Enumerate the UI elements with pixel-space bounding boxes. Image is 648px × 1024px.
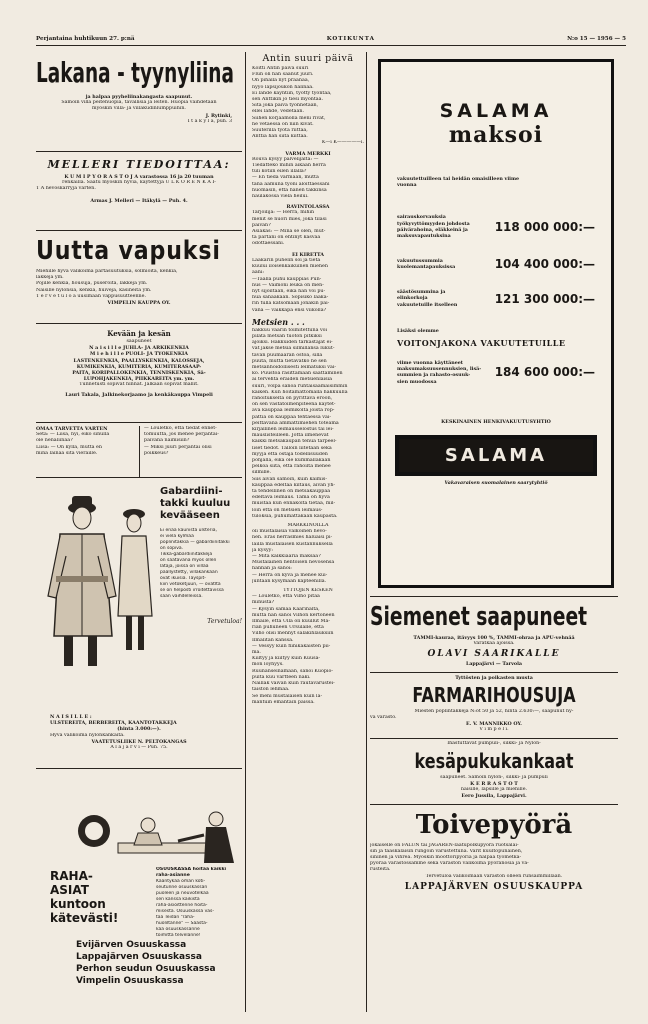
ad-gabardiini-welcome: Tervetuloa! xyxy=(207,618,242,625)
metsien-line-29: muistaa kun ennakolta tietää, mil- xyxy=(252,501,336,507)
ad-gabardiini-line-5: Tikka-gabardiinitakkeja xyxy=(160,552,213,557)
ad-farmari xyxy=(370,673,618,734)
ad-salama-subtitle: maksoi xyxy=(448,122,544,148)
ad-vapuksi-line-4: Naisille nylonsia, kenkiä, huiveja, käsineitä ym. xyxy=(36,287,152,293)
ad-raha-title-1: RAHA- xyxy=(50,869,93,883)
joke-section-3-line-9: vänä — vaikkapa ensi viikolla? xyxy=(252,307,327,313)
markkinoilla-line-4: ja kysyy: xyxy=(252,547,273,553)
ad-gabardiini-line-11: se on helposti irroitettavissa xyxy=(160,588,224,593)
poem-line-4: nyyö lapsijoukon hälinää. xyxy=(252,84,314,90)
metsien-line-31: tuloksia, puhumattakaan kaupasta. xyxy=(252,513,338,519)
ad-salama-row-3-text-2: elinkorkoja xyxy=(397,295,428,302)
ad-gabardiini-title-2: takki kuuluu xyxy=(160,498,231,509)
joke-louletko xyxy=(140,426,242,477)
tyttojen-line-4: mutta hän sanoi Vilhon kertoneen xyxy=(252,612,335,618)
tyttojen-line-12: mon löyhyys. xyxy=(252,662,284,668)
ad-salama-row-4-text-4: sien muodossa xyxy=(397,378,437,385)
ad-salama-row-3-amount: 121 300 000:— xyxy=(494,291,595,306)
ad-kesapuku-sign: Eero Jussila, Lappajärvi. xyxy=(461,793,527,800)
joke-omaa-line-3: Liisa: — On kyllä, mutta en xyxy=(36,444,102,450)
joke-section-title-1: VARMA MERKKI xyxy=(285,150,331,157)
ad-gabardiini-line-7: lataja, joissa on villaa xyxy=(160,564,209,569)
ad-lakana-line-1: ja halpaa pyyheliinakangasta saapunut. xyxy=(85,94,193,100)
ad-gabardiini-line-3: poplinitakkia — gabardiinitakki xyxy=(160,540,230,545)
metsien-line-3: ajoiksi. Hakkuiden tarkastajat ei- xyxy=(252,340,333,346)
metsien-line-10: suuri, volpa sanoa ruhtaisaamaisimmin xyxy=(252,383,348,389)
metsien-line-14: ävä kauppaa leimikolta joista rop- xyxy=(252,408,335,414)
ad-toivepyora-line-4: pyörää varastossamme sekä varaston valikoima pyöränosia ja va- xyxy=(370,861,529,867)
joke-section-3-line-7: hua sanaakaan. Sopisiko lääkä- xyxy=(252,295,329,301)
ad-gabardiini-note: Hyvä valikoima nylonkankaita. xyxy=(50,732,125,738)
ad-lakana-sign: J. Rytinki, xyxy=(205,112,232,119)
tyttojen-line-5: Ilmaile, että Ulla oli kuullut Ma- xyxy=(252,619,330,625)
ad-salama-logo: SALAMA xyxy=(395,435,597,476)
joke-section-2-line-4: Asiakas: — Minä se olen, mut- xyxy=(252,229,326,235)
ad-gabardiini-line-12: sään vaihdelleissa. xyxy=(160,594,203,599)
joke-section-2-line-3: päivän? xyxy=(252,222,271,228)
tyttojen-body xyxy=(252,594,364,706)
joke-section-2-line-5: ta partani on ehtinyt kasvaa xyxy=(252,235,321,241)
ad-siemenet-title: Siemenet saapuneet xyxy=(370,602,588,632)
ad-melleri-line-1: K U M I P Y O R A S T O J A varastossa 16 ja 20 tuuman xyxy=(64,174,214,180)
ad-gabardiini-naisille: N A I S I L L E : xyxy=(50,714,92,720)
ad-salama-row-3-text-3: vakuutetuille itselleen xyxy=(397,301,458,308)
ad-gabardiini-goods: ULSTEREITA, BERBEREITA, KAANTOTAKKEJA xyxy=(50,720,177,727)
ad-farmari-line-1: Miesten poplintakkeja N:ot 50 ja 52, hinta 2.630:—, saapunut hy- xyxy=(414,708,574,714)
joke-section-1-line-6: huomasin, että hänen takkinsa xyxy=(252,187,327,193)
metsien-line-25: Siis aivan samoin, kuin kaimis- xyxy=(252,476,327,482)
ad-lakana xyxy=(36,52,242,147)
ad-raha-bank-1: Evijärven Osuuskassa xyxy=(76,940,187,950)
joke-louletko-line-1: — Louletko, että tiedät ennet- xyxy=(144,426,217,431)
markkinoilla-line-5: — Mitä kalkkiaaria maksaa? xyxy=(252,554,321,560)
header-date: Perjantaina huhtikuun 27. p:nä xyxy=(36,35,135,42)
ad-gabardiini xyxy=(36,478,242,768)
ad-kevaan-line-5: KUMIKENKIÄ, KUMITERIA, KUMITERASAAP- xyxy=(76,363,202,370)
metsien-line-13: on sen vastatoimenpiteenä käytet- xyxy=(252,402,336,408)
left-column xyxy=(36,52,242,1017)
ad-salama-tagline: Vakavaraisen suomalainen saarytyhtiö xyxy=(444,480,548,487)
ad-kevaan-sign: Lauri Takala, Jalkinekorjaamo ja kenkäkauppa Vimpeli xyxy=(65,391,213,398)
poem-line-9: Siihen korjaamolla meni rivat, xyxy=(252,115,326,121)
ad-toivepyora-line-2: sin ja taaskalaisin rungoin varustettuna. Värit kuultopunainen, xyxy=(370,848,523,854)
ad-kevaan-line-7: LUPOHJAKENKIÄ, PIIKKAREITA ym. ym. xyxy=(83,376,195,383)
joke-omaa xyxy=(36,426,140,477)
ad-salama-row-1-text-4: maksuvapautuksina xyxy=(397,233,451,240)
ad-gabardiini-line-8: päällystetty, villakankaan xyxy=(160,570,218,575)
poem-sign: K—i K—————i. xyxy=(321,140,364,146)
joke-section-3-line-8: rin tulla katsomaan jonakin päi- xyxy=(252,301,330,307)
ad-salama-title: SALAMA xyxy=(439,100,553,122)
metsien-line-20: liset tiedot. Tällöin liitetään sekä xyxy=(252,445,332,451)
tyttojen-line-7: Vilho olisi mennyt salakihlauksiin xyxy=(252,631,334,637)
ad-salama-row-3-text-1: säästösummina ja xyxy=(397,289,446,296)
tyttojen-title: TYTTÖJEN KESKEN xyxy=(283,588,333,594)
ad-raha-bank-4: Vimpelin Osuuskassa xyxy=(76,976,184,986)
ad-raha-box-line-6: misesta. Osuuskassa vas- xyxy=(156,909,214,914)
right-column-ads xyxy=(370,596,618,1016)
ad-salama-mid-intro: Lisäksi olemme xyxy=(397,327,439,334)
ad-salama-row-1-text-1: sairauskorvauksia xyxy=(397,214,446,221)
metsien-line-16: peittävänä ammattimiehen toteama xyxy=(252,420,339,426)
joke-section-3-line-4: —Täällä puhu kauppias Pun- xyxy=(252,276,322,282)
ad-kesapuku-title: kesäpukukankaat xyxy=(414,748,574,773)
ad-salama-row-2 xyxy=(397,257,595,271)
metsien-line-19: kaikki metsäkaupan tenua tarpeel- xyxy=(252,439,337,445)
ad-kesapuku-intro: Ihastuttavat pumpuli-, silkki- ja Nylon- xyxy=(447,740,541,746)
ad-kesapuku xyxy=(370,739,618,800)
ad-toivepyora xyxy=(370,805,618,894)
ad-gabardiini-text xyxy=(160,486,242,625)
tyttojen-line-3: — Kysyin samaa Kaarinalta, xyxy=(252,606,320,612)
ad-farmari-title: FARMARIHOUSUJA xyxy=(412,682,576,707)
tyttojen-line-8: Ilmalitan kanssa. xyxy=(252,637,294,643)
ad-salama-row-1-amount: 118 000 000:— xyxy=(494,219,595,234)
tyttojen-line-18: mantuin emäntäin päissä. xyxy=(252,699,315,705)
ad-gabardiini-bottom xyxy=(36,714,242,751)
markkinoilla-title: MARKKINOILLA xyxy=(287,523,329,529)
joke-section-3-line-5: nus — Vaimoni leuka on men- xyxy=(252,282,324,288)
ad-toivepyora-line-3: sininen ja vihreä. Myöskin moottoripyöriä ja halpaa työmetka- xyxy=(370,855,522,861)
metsien-line-15: pattia on kauppaa tehtäessä vai- xyxy=(252,414,331,420)
metsien-line-28: edeltävä leimaus. Tämä on hyvä xyxy=(252,495,330,501)
ad-vapuksi-line-3: Pojille kenkiä, housuja, puseroita, lakkeja ym. xyxy=(36,281,148,287)
ad-gabardiini-line-9: ovat ikuisia. Täyspit- xyxy=(160,576,206,581)
ad-siemenet-shop: OLAVI SAARIKALLE xyxy=(427,649,561,660)
tyttojen-line-1: — Louletko, että Vilho pitää xyxy=(252,594,320,600)
ad-raha-box-line-1: Kääntykää oman koti- xyxy=(156,879,206,884)
ad-lakana-title: Lakana - tyynyliina xyxy=(36,56,234,89)
ad-siemenet xyxy=(370,597,618,668)
ad-melleri-line-3: T A hevoskärryjä varten. xyxy=(36,186,96,192)
ad-melleri-line-2: renkailla. Saatu myöskin hyviä, käytettyjä U L K O R E N K A I- xyxy=(62,180,216,186)
markkinoilla-body xyxy=(252,529,364,585)
tyttojen-line-2: minusta? xyxy=(252,600,275,606)
header-issue: N:o 15 — 1956 — 5 xyxy=(567,35,626,42)
ad-gabardiini-shop: VAATETUSLIIKE N. PELTOKANGAS xyxy=(91,738,187,745)
tyttojen-line-10: mä. xyxy=(252,650,261,656)
joke-section-1-line-2: Tiedättekö mihin aikaan herra xyxy=(252,163,326,169)
markkinoilla-line-2: nen. Eräs herrasmies haluaisi pi- xyxy=(252,535,333,541)
ad-farmari-shop: E. V. MANNIKKO OY. xyxy=(466,721,522,728)
poem-title: Antin suuri päivä xyxy=(262,53,354,64)
ad-melleri-title: MELLERI TIEDOITTAA: xyxy=(47,158,231,171)
joke-section-2-line-1: Tarjoilija: — Herra, mihin xyxy=(252,210,315,216)
ad-raha-bank-3: Perhon seudun Osuuskassa xyxy=(76,964,216,974)
joke-section-1-line-7: naulakossa vielä heilui. xyxy=(252,194,309,200)
ad-kesapuku-line-3: naisille, lapsille ja miehille. xyxy=(460,787,528,793)
column-divider-right xyxy=(366,52,367,1012)
ad-kevaan-line-8: Tunnetusti sopivat hinnat. Jalkaan sopivat mallit. xyxy=(79,382,199,388)
joke-section-3-line-2: kuului iloisenkaikuinen miehen xyxy=(252,264,328,270)
ad-salama-row-1-text-2: työkyvyttömyyden johdosta xyxy=(397,220,470,227)
metsien-line-18: mauslisteilleen. Jotta ilmenevät xyxy=(252,433,329,439)
poem-line-8: ellei lähde, vedetään. xyxy=(252,109,304,115)
tyttojen-line-14: pulta kuu vartteen näki. xyxy=(252,674,311,680)
ad-raha-box-line-8: huoliltanne" — Säästä- xyxy=(156,921,208,926)
ad-kevaan-line-3: M i e h i l l e PUOLI- JA TYÖKENKIÄ xyxy=(90,351,188,358)
ad-vapuksi-title: Uutta vapuksi xyxy=(36,236,221,266)
ad-raha-box xyxy=(156,867,240,939)
jokes-row xyxy=(36,423,242,477)
ad-kevaan-line-2: N a i s i l l e JUHLA- JA ARKIKENKIÄ xyxy=(89,345,189,352)
metsien-line-2: pilata metsän tuoton pitkiksi xyxy=(252,333,322,339)
metsien-line-5: tavan puumäärän ostoa, sillä xyxy=(252,352,323,358)
ad-melleri xyxy=(36,152,242,230)
column-divider-left xyxy=(245,52,246,1012)
ad-kesapuku-line-2: K E R R A S T O T xyxy=(470,781,518,788)
markkinoilla-line-6: Mustalainen hentoisen hevosensa xyxy=(252,560,335,566)
ad-vapuksi-shop: VIMPELIN KAUPPA OY. xyxy=(107,300,171,307)
page-header xyxy=(36,32,626,46)
poem-line-1: Koitti Antin päivä suuri xyxy=(252,66,309,71)
ad-salama-row-4-text-2: maksumaksuusennuksien, lisä- xyxy=(397,366,482,373)
joke-section-1-line-3: tuli kotiin eilen illalla? xyxy=(252,169,307,175)
joke-omaa-title: OMAA TARVETTA VARTEN xyxy=(36,426,108,432)
ad-salama-row-4-text-3: summien ja rahasto-osuuk- xyxy=(397,372,471,379)
ad-salama-row-1 xyxy=(397,214,595,239)
ad-raha-box-line-7: taa Teidän "raha- xyxy=(156,915,195,920)
ad-kevaan-line-1: saapuneet xyxy=(126,339,152,344)
tyttojen-line-15: Näilläk vaivan kuin rautavarustei- xyxy=(252,681,335,687)
joke-section-3-line-3: ääni: xyxy=(252,270,264,276)
metsien-line-9: ai tervehtä eräiden metsienlaisia xyxy=(252,377,333,383)
joke-section-title-2: RAVINTOLASSA xyxy=(286,204,330,211)
joke-sections xyxy=(252,151,364,314)
ad-salama-row-4-text-1: viime vuonna käyttäneet xyxy=(397,360,464,367)
ad-kevaan-line-6: PAITA, KORIPALLOKENKIÄ, TENNISKENKIÄ, Sä- xyxy=(72,370,206,377)
metsien-line-26: kauppaa edeltää kiltaus, aivan yh- xyxy=(252,482,336,488)
man-in-coat-illustration xyxy=(42,486,160,686)
ad-farmari-intro: Tyttösten ja poikasten musta xyxy=(455,674,533,681)
metsien-line-12: rahoitukselta on pyrittävä eroon, xyxy=(252,395,333,401)
bank-clerk-illustration xyxy=(66,809,242,869)
metsien-body xyxy=(252,328,364,520)
metsien-line-11: kaiken. Kun hoitamattomalla hakkuulla xyxy=(252,389,348,395)
tyttojen-line-6: rian puhuneen Ursulalle, että xyxy=(252,625,324,631)
ad-gabardiini-place: A l a j ä r v i — Puh. 75. xyxy=(110,745,168,751)
metsien-line-4: vät jäkse metsiä silmillänsä lukut- xyxy=(252,346,335,352)
ad-raha-box-line-2: seutunne osuuskassan xyxy=(156,885,208,890)
metsien-line-21: myyjä että ostaja todellisuuden xyxy=(252,451,328,457)
metsien-line-1: hakkuu väärin toimitettuna voi xyxy=(252,327,328,333)
ad-salama-row-1-text-3: päivärahoina, eläkkeinä ja xyxy=(397,226,468,233)
ad-salama-row-4 xyxy=(397,360,595,385)
metsien-line-8: ko. Puustoa rasittamaan saattaminen xyxy=(252,371,343,377)
metsien-line-27: tä tehdellinen on metsäkauppaa xyxy=(252,489,331,494)
tyttojen-line-17: Se meni mustalaisen kuin lä- xyxy=(252,693,323,699)
ad-gabardiini-line-10: kiin vetoketjuun, — ovatlta xyxy=(160,582,221,587)
ad-lakana-place: I t ä k y l ä, puh. 3 xyxy=(187,118,232,124)
ad-raha-banks xyxy=(76,939,236,987)
markkinoilla-line-3: lailla mustalaisen kustannuksella xyxy=(252,541,333,547)
tyttojen-line-11: Kiiltyy ja kiiltyy kuin Kuusa- xyxy=(252,656,321,662)
ad-salama-intro-2: vuonna xyxy=(397,182,417,189)
ad-salama-row-4-amount: 184 600 000:— xyxy=(494,365,595,380)
metsien-line-6: puuta, mutta tietävätkö he sen xyxy=(252,358,327,364)
poem-line-12: Anttia hän siitä kiittää. xyxy=(252,134,308,140)
ad-lakana-line-2: Samoin villa peitehuopia, tavallisia ja leiten. Huopia vaihdetaan xyxy=(61,100,217,106)
ad-toivepyora-line-6: Tervetuloa valikoimaan varaston olleen runsaimmillaan. xyxy=(425,873,563,879)
joke-louletko-line-4: — Miksi juuri perjantai olisi xyxy=(144,444,212,450)
header-paper-name: KOTIKUNTA xyxy=(326,35,375,42)
metsien-line-17: kirjallinen leimausselostus tai lei- xyxy=(252,426,334,432)
poem-line-3: On pihalla nyt präänää, xyxy=(252,78,310,84)
ad-kevaan-title: Kevään ja kesän xyxy=(107,329,171,338)
ad-raha-box-line-10: toimitta telvelanne! xyxy=(156,933,201,938)
ad-raha-box-title: OSUUSKASSA hoitaa kaikki raha-asianne xyxy=(156,867,227,878)
ad-gabardiini-line-4: on sopiva. xyxy=(160,546,184,551)
ad-raha-bank-2: Lappajärven Osuuskassa xyxy=(76,952,202,962)
ad-melleri-sign: Armas J. Melleri — Itäkylä — Puh. 4. xyxy=(90,197,188,204)
joke-louletko-line-3: päivänä naimisiin? xyxy=(144,438,190,444)
joke-louletko-line-5: poikkeus? xyxy=(144,450,169,456)
tyttojen-line-16: taiston lehmää. xyxy=(252,687,290,693)
poem-line-5: Ei lähde käyntiin, työtty työntää, xyxy=(252,90,332,96)
ad-raha-title-4: kätevästi! xyxy=(50,911,119,925)
ad-toivepyora-title: Toivepyörä xyxy=(415,809,573,840)
ad-salama-row-3 xyxy=(397,289,595,308)
middle-column xyxy=(252,52,364,1017)
ad-kevaan-line-4: LASTENKENKIÄ, PAALLYSKENKIÄ, KALOSSEJA, xyxy=(73,357,205,364)
ad-farmari-place: V i m p e l i. xyxy=(479,727,509,733)
metsien-line-30: loin että on metsien leimaus- xyxy=(252,507,323,513)
joke-omaa-line-2: ole nenäliinaa? xyxy=(36,438,73,444)
metsien-line-23: pelkoa siitä, että rahoilta menee xyxy=(252,464,331,470)
ad-farmari-line-2: vä varasto. xyxy=(370,715,397,721)
ad-vapuksi xyxy=(36,231,242,323)
tyttojen-line-9: — Vessyy kuin fiinikakaisten pii- xyxy=(252,643,331,649)
ad-kesapuku-line-1: saapuneet. Samoin nylon-, silkki- ja pumpuli xyxy=(440,774,548,780)
metsien-title: Metsien . . . xyxy=(252,316,305,327)
joke-section-3-line-6: nyt sijoiltaan, eikä hän voi pu- xyxy=(252,288,326,294)
markkinoilla-line-8: — Herra on kyvä ja menee kui- xyxy=(252,572,328,578)
joke-section-3-line-1: Lääkärin puhelin soi ja tietä xyxy=(252,257,321,263)
ad-raha-box-line-4: sen kanssa kaikista xyxy=(156,897,200,902)
ad-raha-box-line-5: raha-asioittenne hoita- xyxy=(156,903,208,908)
ad-raha-title-2: ASIAT xyxy=(50,883,89,897)
ad-salama-company: KESKINÄINEN HENKIVAKUUTUSYHTIÖ xyxy=(441,418,551,425)
poem-line-10: he vetäessä on niin kivat. xyxy=(252,121,314,127)
ad-salama xyxy=(378,59,614,588)
metsien-line-7: metsänhoidollisesti leimatuksi vai- xyxy=(252,364,337,370)
markkinoilla-line-1: oli mustalaisia valkoinen hevo- xyxy=(252,529,327,535)
metsien-line-22: pohjalla, eikä ole kummallakaan xyxy=(252,457,331,463)
ad-toivepyora-line-5: rusteita. xyxy=(370,867,391,873)
ad-salama-row-2-amount: 104 400 000:— xyxy=(494,257,595,272)
joke-section-title-3: EI KIRETTA xyxy=(291,251,325,258)
ad-salama-voitto: VOITONJAKONA VAKUUTETUILLE xyxy=(397,338,566,349)
joke-section-1-line-1: Rouva kysyy palvelijalta: — xyxy=(252,156,319,162)
joke-section-1-line-4: — En tiedä varmaan, mutta xyxy=(252,175,319,181)
ad-gabardiini-price: (hinta 3.000:—). xyxy=(117,726,161,733)
joke-section-2-line-2: menit se nuori mies, joka tilasi xyxy=(252,216,327,222)
markkinoilla-line-9: juntaan kysymään kapteenilla. xyxy=(252,578,327,584)
poem-body xyxy=(252,66,364,140)
tyttojen-line-13: Ruunanseinämään, sanoi Kuopio- xyxy=(252,668,333,674)
ad-gabardiini-title-3: kevääseen xyxy=(160,510,220,521)
joke-section-2-line-6: odottaessani. xyxy=(252,241,285,247)
ad-vapuksi-line-5: T e r v e t u l o a uusimaan vappusuutteenne. xyxy=(36,293,147,299)
joke-section-1-line-5: tänä aamuna työni aloittaessani xyxy=(252,181,330,187)
ad-raha-box-line-3: puoleen ja neuvotelkaa xyxy=(156,891,209,896)
ad-toivepyora-shop: LAPPAJÄRVEN OSUUSKAUPPA xyxy=(404,881,584,892)
ad-siemenet-line-2: Varatkaa ajoissa. xyxy=(473,641,515,647)
joke-louletko-line-2: tomuutta, jos menee perjantai- xyxy=(144,432,219,438)
ad-vapuksi-line-2: lakkeja ym. xyxy=(36,275,64,281)
ad-gabardiini-line-6: on saatavana myös ollen xyxy=(160,558,217,563)
ad-toivepyora-line-1: jokaiselle on FALUN tai JAGAREN-laatupolkupyörä ruotsalai- xyxy=(370,842,519,848)
ad-siemenet-line-1: TAMMI-kauraa, itävyys 100 %, TAMMI-ohraa ja APU-vehnää xyxy=(413,635,575,641)
ad-siemenet-place: Lappajärvi — Tarvola xyxy=(465,661,523,668)
ad-vapuksi-line-1: Miehille hyvä valikoima partasuutuksia, solmioita, kenkiä, xyxy=(36,269,178,274)
ad-lakana-line-3: myöskin villa- ja villakudinlumppuihin. xyxy=(92,106,186,112)
joke-omaa-line-4: minä lainaa sitä vieraille. xyxy=(36,450,98,456)
ad-gabardiini-line-1: Ei enää kaunista ulsteria, xyxy=(160,528,217,533)
ad-kevaan xyxy=(36,324,242,422)
ad-raha-title-3: kuntoon xyxy=(50,897,106,911)
poem-line-11: Suuterilla työtä riittää, xyxy=(252,128,308,134)
ad-salama-row-2-text-2: kuolemantapauksissa xyxy=(397,264,456,271)
markkinoilla-line-7: hännän ja sanoi: xyxy=(252,566,292,572)
poem-line-7: Sitä joka päivä työnnetään, xyxy=(252,103,319,109)
poem-line-2: Flun oli hän saanut juuri. xyxy=(252,72,314,78)
ad-raha-box-line-9: kaa osuuskassanne xyxy=(156,927,200,932)
ad-raha-asiat xyxy=(36,769,242,1017)
ad-raha-title-block xyxy=(50,869,140,925)
ad-salama-intro-1: vakuutettuilleen tai heidän omaisilleen viime xyxy=(397,176,520,182)
metsien-line-24: silmille. xyxy=(252,470,272,476)
ad-gabardiini-line-2: ei vielä kylmää xyxy=(160,534,194,539)
joke-omaa-line-1: Setä: — Liisa, hyi, eikö sinulla xyxy=(36,432,110,438)
ad-salama-row-2-text-1: vakuutussummia xyxy=(397,258,443,265)
ad-gabardiini-title-1: Gabardiini- xyxy=(160,486,223,497)
poem-line-6: sen Anttikin jo tiesi myöntää. xyxy=(252,97,324,103)
